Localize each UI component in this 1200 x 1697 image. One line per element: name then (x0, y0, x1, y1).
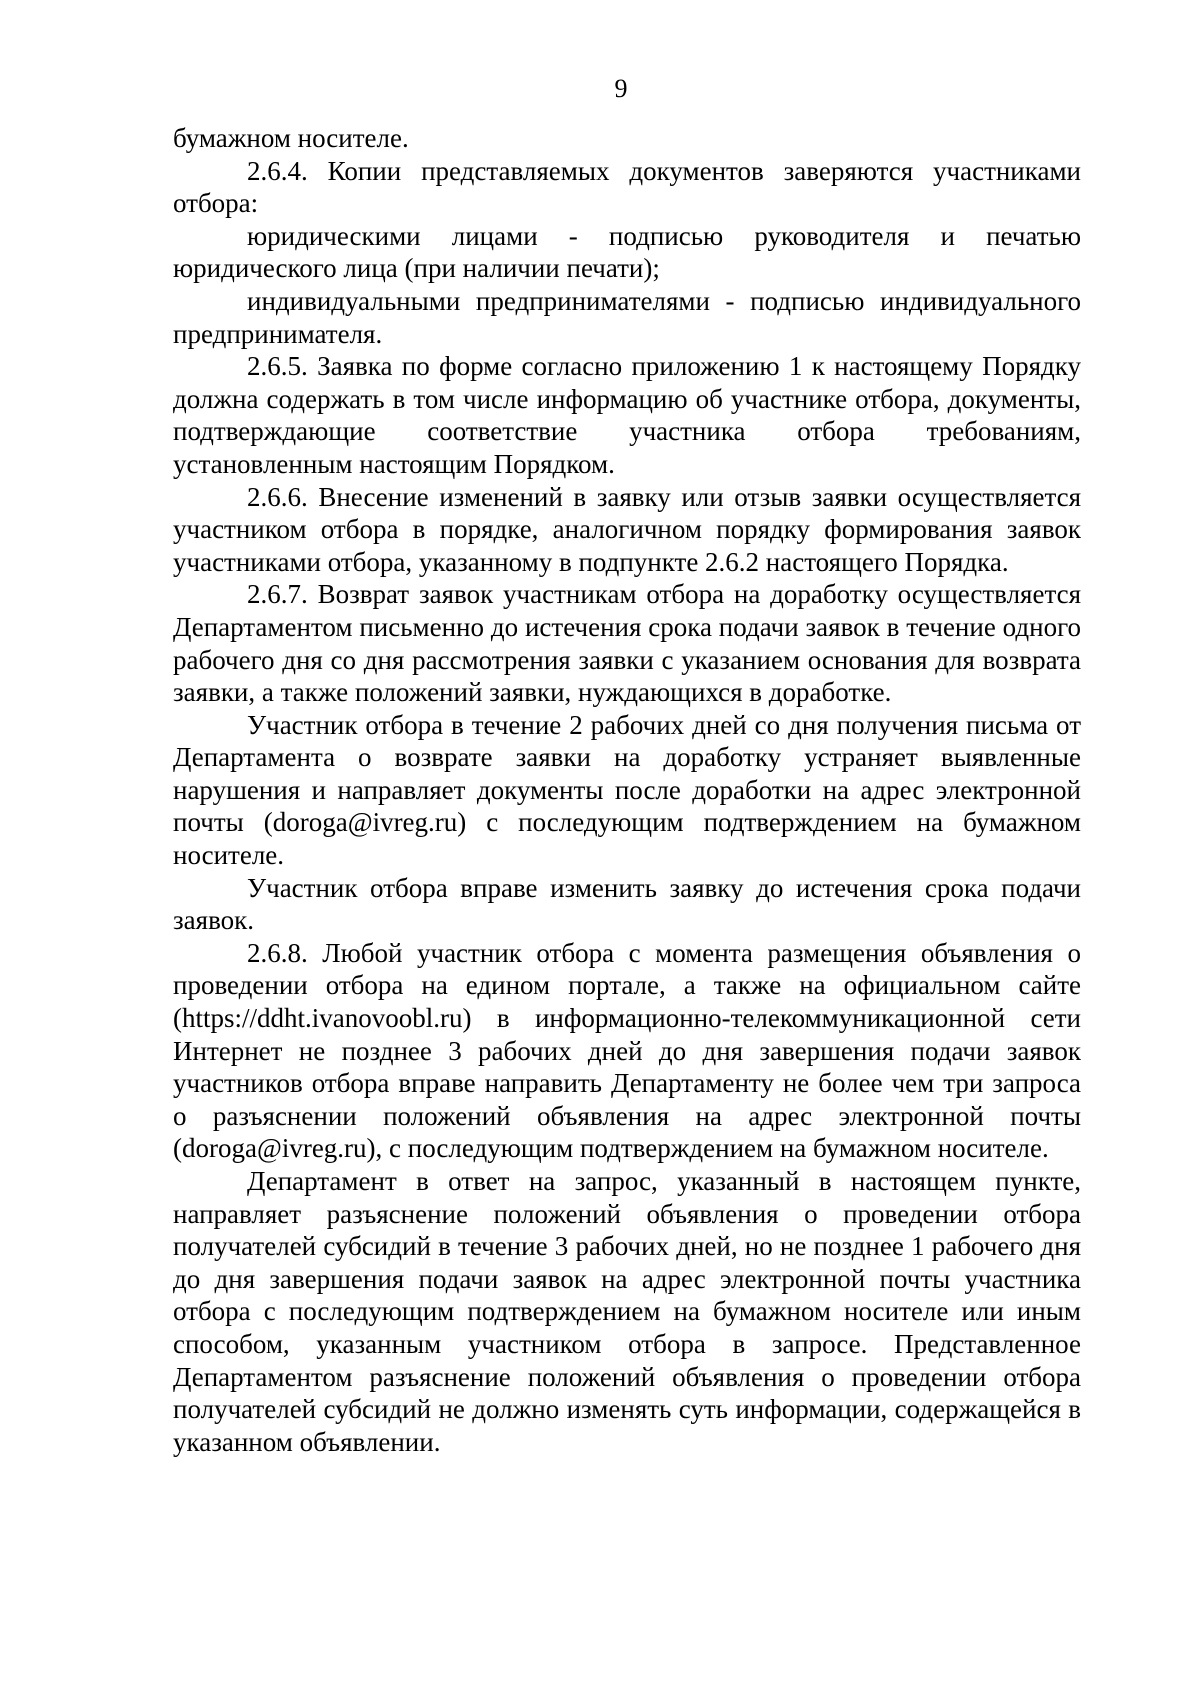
paragraph-change-application: Участник отбора вправе изменить заявку до истечения срока подачи заявок. (173, 872, 1081, 936)
paragraph-return-correction: Участник отбора в течение 2 рабочих дней со дня получения письма от Департамента о возврате заявки на доработку устраняет выявленные нарушения и направляет документы после доработки на адрес электронной почты (doroga@ivreg.ru) с последующим подтверждением на бумажном носителе. (173, 709, 1081, 871)
paragraph-individual-entrepreneurs: индивидуальными предпринимателями - подписью индивидуального предпринимателя. (173, 285, 1081, 349)
paragraph-2-6-8: 2.6.8. Любой участник отбора с момента размещения объявления о проведении отбора на едином портале, а также на официальном сайте (https://ddht.ivanovoobl.ru) в информационно-телекоммуникационной сети Интернет не позднее 3 рабочих дней до дня завершения подачи заявок участников отбора вправе направить Департаменту не более чем три запроса о разъяснении положений объявления на адрес электронной почты (doroga@ivreg.ru), с последующим подтверждением на бумажном носителе. (173, 937, 1081, 1164)
document-body (173, 122, 1081, 1458)
paragraph-2-6-7: 2.6.7. Возврат заявок участникам отбора на доработку осуществляется Департаментом письменно до истечения срока подачи заявок в течение одного рабочего дня со дня рассмотрения заявки с указанием основания для возврата заявки, а также положений заявки, нуждающихся в доработке. (173, 579, 1081, 708)
paragraph-continuation: бумажном носителе. (173, 123, 409, 153)
paragraph-2-6-5: 2.6.5. Заявка по форме согласно приложению 1 к настоящему Порядку должна содержать в том числе информацию об участнике отбора, документы, подтверждающие соответствие участника отбора требованиям, установленным настоящим Порядком. (173, 351, 1081, 479)
paragraph-department-response: Департамент в ответ на запрос, указанный в настоящем пункте, направляет разъяснение положений объявления о проведении отбора получателей субсидий в течение 3 рабочих дней, но не позднее 1 рабочего дня до дня завершения подачи заявок на адрес электронной почты участника отбора с последующим подтверждением на бумажном носителе или иным способом, указанным участником отбора в запросе. Представленное Департаментом разъяснение положений объявления о проведении отбора получателей субсидий не должно изменять суть информации, содержащейся в указанном объявлении. (173, 1166, 1081, 1457)
paragraph-legal-entities: юридическими лицами - подписью руководителя и печатью юридического лица (при наличии печати); (173, 220, 1081, 284)
paragraph-2-6-6: 2.6.6. Внесение изменений в заявку или отзыв заявки осуществляется участником отбора в порядке, аналогичном порядку формирования заявок участниками отбора, указанному в подпункте 2.6.2 настоящего Порядка. (173, 481, 1081, 577)
paragraph-2-6-4: 2.6.4. Копии представляемых документов заверяются участниками отбора: (173, 155, 1081, 219)
page-number: 9 (614, 74, 628, 103)
